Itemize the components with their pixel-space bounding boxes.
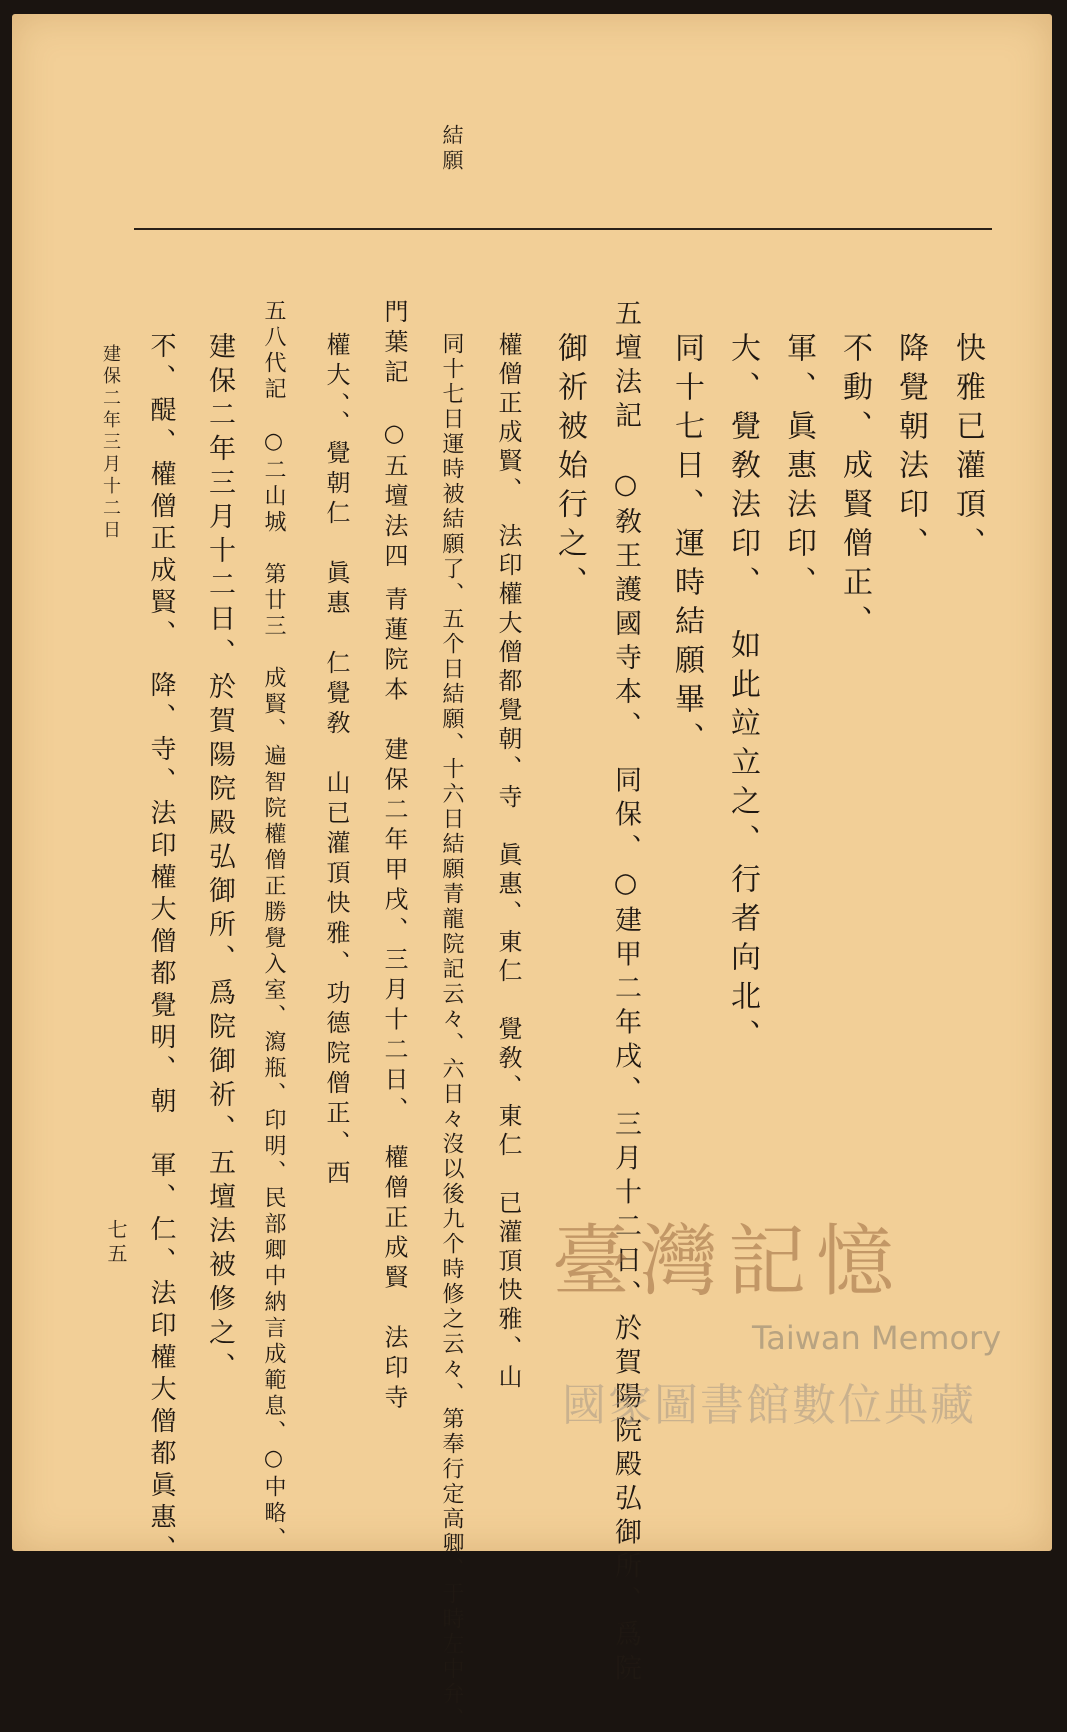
- text-column-2: 降覺朝法印、: [893, 332, 928, 566]
- side-date-label: 建保二年三月十二日: [100, 344, 121, 542]
- text-column-15: 不、醍、權僧正成賢、 降、寺、法印權大僧都覺明、朝 軍、仁、法印權大僧都眞惠、: [146, 332, 176, 1567]
- header-rule: [134, 228, 992, 230]
- document-page: [12, 14, 1052, 1732]
- text-column-9: 權僧正成賢、 法印權大僧都覺朝、寺 眞惠、東仁 覺敎、東仁 已灌頂快雅、山: [494, 332, 522, 1393]
- text-column-10: 同十七日運時被結願了、五个日結願、十六日結願青龍院記云々、六日々沒以後九个時修之云々、第奉行定高卿、于時左中弁、: [439, 332, 464, 1732]
- text-column-8: 御祈被始行之、: [552, 332, 587, 605]
- text-column-7: 五壇法記 ○敎王護國寺本、 同保、○建甲二年戌、三月十二日、於賀陽院殿弘御所、爲院: [610, 299, 641, 1688]
- text-column-1: 快雅已灌頂、: [950, 332, 985, 566]
- watermark-chinese: 臺灣記憶: [552, 1217, 905, 1307]
- watermark-english: Taiwan Memory: [752, 1319, 1002, 1357]
- text-column-11: 門葉記 ○五壇法四 青蓮院本 建保二年甲戌、三月十二日、 權僧正成賢 法印寺: [380, 299, 408, 1415]
- watermark: [552, 1199, 1012, 1439]
- page-header-title: 結願: [440, 124, 464, 174]
- text-column-4: 軍、眞惠法印、: [781, 332, 816, 605]
- text-column-3: 不動、成賢僧正、: [837, 332, 872, 644]
- page-number: 七五: [104, 1219, 128, 1267]
- text-column-14: 建保二年三月十二日、於賀陽院殿弘御所、爲院御祈、五壇法被修之、: [204, 332, 235, 1386]
- text-column-12: 權大、、覺朝仁 眞惠 仁覺敎 山已灌頂快雅、功德院僧正、西: [322, 332, 350, 1190]
- watermark-library: 國家圖書館數位典藏: [562, 1380, 976, 1431]
- text-column-5: 大、覺敎法印、 如此竝立之、行者向北、: [725, 332, 760, 1058]
- text-column-6: 同十七日、運時結願畢、: [669, 332, 704, 761]
- text-column-13: 五八代記 ○二山城 第廿三 成賢、遍智院權僧正勝覺入室、瀉瓶、印明、民部卿中納言成範息、○中略、: [261, 299, 286, 1553]
